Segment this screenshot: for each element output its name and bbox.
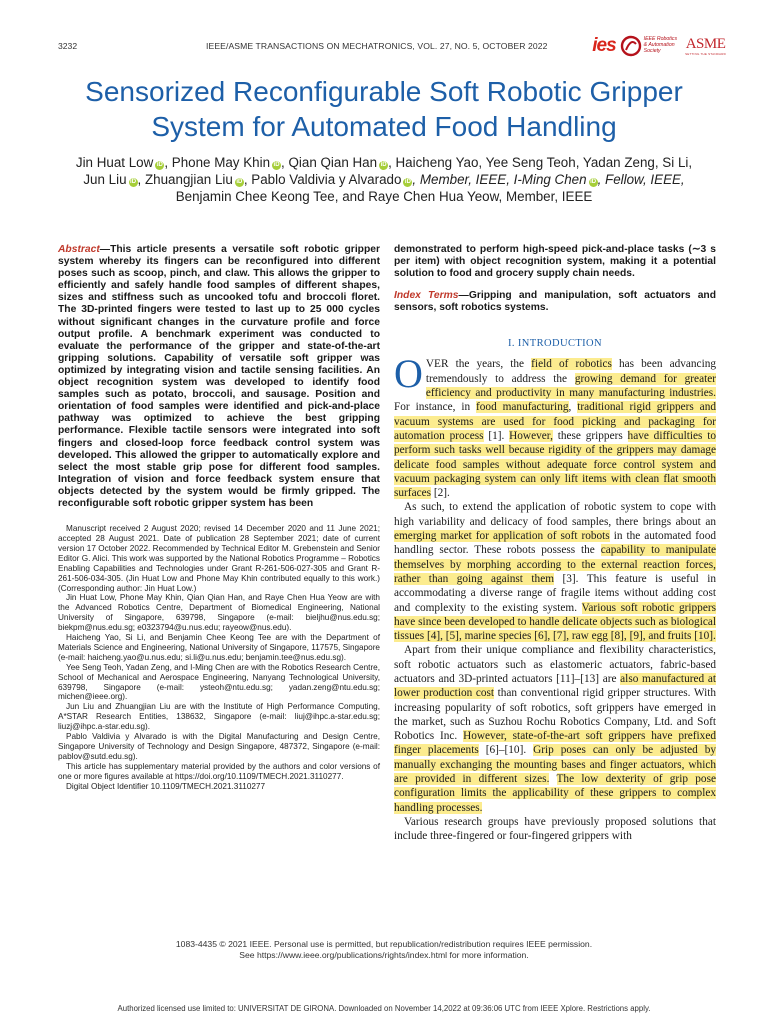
body-text-segment: Apart from their unique compliance and flexibility characteristics, soft robotic actuators such as elastomeric actuators, fabric-based actuators and 3D-printed actuators [11]–[13] are [394, 644, 716, 685]
orcid-icon[interactable]: iD [404, 179, 411, 185]
index-terms: Index Terms—Gripping and manipulation, soft actuators and sensors, soft robotics systems. [394, 290, 717, 314]
highlighted-text: emerging market for application of soft robots [394, 530, 610, 543]
orcid-icon[interactable]: iD [590, 179, 597, 185]
footnote: Manuscript received 2 August 2020; revised 14 December 2020 and 11 June 2021; accepted 28 August 2021. Date of publication 28 September 2021; date of current version 17 October 2022. Recommended by Technical Editor M. Grebenstein and Senior Editor G. Alici. This work was supported by the National Robotics Programme – Robotics Enabling Capabilities and Technologies under Grant R-261-506-027-305 and Grant R-261-506-034-305. (Jin Huat Low and Phone May Khin contributed equally to this work.) (Corresponding author: Jin Huat Low.) [58, 524, 380, 593]
ras-logo-text: IEEE Robotics & Automation Society [643, 36, 678, 54]
page-number: 3232 [58, 41, 78, 51]
author-line-3: Benjamin Chee Keong Tee, and Raye Chen Hua Yeow, Member, IEEE [175, 189, 593, 204]
orcid-icon[interactable]: iD [130, 179, 137, 185]
intro-paragraph-4 [394, 815, 716, 844]
body-text-segment: these grippers [552, 429, 628, 442]
left-column [58, 244, 380, 792]
intro-paragraph-1 [394, 351, 717, 500]
download-notice: Authorized licensed use limited to: UNIVERSITAT DE GIRONA. Downloaded on November 14,2022 at 09:36:06 UTC from IEEE Xplore. Restrictions apply. [117, 1004, 651, 1013]
footnote: Digital Object Identifier 10.1109/TMECH.2021.3110277 [66, 781, 266, 791]
highlighted-text: traditional rigid grippers and vacuum systems are used for food picking and packaging for automation process [394, 401, 716, 442]
body-text-segment: Various research groups have previously proposed solutions that include three-fingered or four-fingered grippers with [394, 815, 716, 843]
orcid-icon[interactable]: iD [236, 179, 243, 185]
orcid-icon[interactable]: iD [156, 162, 163, 168]
society-logos [592, 33, 726, 59]
drop-cap: O [394, 351, 423, 397]
body-text-segment: [2]. [431, 487, 450, 500]
footnotes [58, 524, 380, 791]
highlighted-text: also manufactured at lower production cost [394, 673, 716, 700]
copyright-notice: 1083-4435 © 2021 IEEE. Personal use is permitted, but republication/redistribution requires IEEE permission. See https://www.ieee.org/publications/rights/index.html for more information. [175, 939, 593, 960]
body-text-segment: [3]. This feature is useful in accommodating a diverse range of fragile items without adding cost and complexity to the existing system. [394, 572, 716, 614]
footnote: Jun Liu and Zhuangjian Liu are with the Institute of High Performance Computing, A*STAR Research Entities, 138632, Singapore (e-mail: liuj@ihpc.a-star.edu.sg; liuzj@ihpc.a-star.edu.sg). [58, 702, 380, 732]
body-text-segment: As such, to extend the application of robotic system to cope with high variability and delicacy of food samples, there brings about an [394, 501, 716, 528]
running-header [58, 35, 726, 57]
body-text-segment: has been advancing tremendously to address the [425, 358, 717, 385]
orcid-icon[interactable]: iD [380, 162, 387, 168]
abstract [58, 244, 380, 510]
paper-title: Sensorized Reconfigurable Soft Robotic Gripper System for Automated Food Handling [85, 76, 683, 142]
highlighted-text: have difficulties to perform such tasks well because rigidity of the grippers may damage delicate food samples without adequate force control system and vacuum packaging system can only lift items with clean flat smooth surfaces [394, 429, 716, 500]
body-text-segment: [6]–[10]. [478, 744, 534, 757]
author-line-1: Jin Huat Low iD , Phone May Khin iD , Qian Qian Han iD , Haicheng Yao, Yee Seng Teoh, Yadan Zeng, Si Li, [75, 155, 693, 170]
body-text-segment: [1]. [483, 429, 510, 442]
footnote: This article has supplementary material provided by the authors and color versions of one or more figures available at https://doi.org/10.1109/TMECH.2021.3110277. [58, 761, 380, 781]
ras-emblem-icon [620, 35, 642, 57]
footnote: Yee Seng Teoh, Yadan Zeng, and I-Ming Chen are with the Robotics Research Centre, School of Mechanical and Aerospace Engineering, Nanyang Technological University, 639798, Singapore (e-mail: ysteoh@ntu.edu.sg; yadan.zeng@ntu.edu.sg; michen@ieee.org). [58, 662, 380, 702]
highlighted-text: capability to manipulate themselves by morphing according to the external reaction forces, rather than going against them [394, 544, 716, 585]
orcid-icon[interactable]: iD [273, 162, 280, 168]
ras-logo [620, 35, 677, 57]
highlighted-text: Various soft robotic grippers have since been developed to handle delicate objects such as biological tissues [4], [5], marine species [6], [7], raw egg [8], [9], and fruits [10]. [394, 601, 716, 643]
highlighted-text: growing demand for greater efficiency and productivity in many manufacturing industries. [425, 372, 716, 400]
abstract-continuation: demonstrated to perform high-speed pick-and-place tasks (∼3 s per item) with object recognition system, making it a potential solution to food and grocery supply chain needs. [394, 244, 716, 280]
intro-paragraph-3 [394, 643, 716, 815]
asme-logo: ASME SETTING THE STANDARD [685, 35, 726, 56]
highlighted-text: The low dexterity of grip pose configuration limits the applicability of these grippers to complex handling processes. [394, 773, 716, 814]
author-line-2: Jun Liu iD , Zhuangjian Liu iD , Pablo Valdivia y Alvarado iD , Member, IEEE, I-Ming Chen iD , Fellow, IEEE, [83, 172, 685, 187]
highlighted-text: food manufacturing [476, 401, 569, 414]
footnote: Haicheng Yao, Si Li, and Benjamin Chee Keong Tee are with the Department of Materials Science and Engineering, National University of Singapore, 117575, Singapore (e-mail: haicheng.yao@u.nus.edu; si.li@u.nus.edu; benjamin.tee@nus.edu.sg). [58, 633, 380, 662]
author-list [40, 154, 728, 205]
footnote: Jin Huat Low, Phone May Khin, Qian Qian Han, and Raye Chen Hua Yeow are with the Advanced Robotics Centre, Department of Biomedical Engineering, National University of Singapore, 639798, Singapore (e-mail: bieljhu@nus.edu.sg; biekpm@nus.edu.sg; e0323794@u.nus.edu; rayeow@nus.edu). [58, 593, 380, 633]
body-text-segment [549, 773, 556, 785]
intro-paragraph-2 [394, 500, 716, 643]
journal-citation: IEEE/ASME TRANSACTIONS ON MECHATRONICS, VOL. 27, NO. 5, OCTOBER 2022 [206, 41, 548, 51]
highlighted-text: However, state-of-the-art soft grippers have prefixed finger placements [394, 730, 716, 757]
footnote: Pablo Valdivia y Alvarado is with the Digital Manufacturing and Design Centre, Singapore University of Technology and Design Singapore, 487372, Singapore (e-mail: pablov@sutd.edu.sg). [58, 732, 380, 761]
abstract-text: —This article presents a versatile soft robotic gripper system whereby its fingers can be reconfigured into different poses such as scoop, pinch, and claw. This allows the gripper to efficiently and safely handle food samples of different shapes, sizes and stiffness such as uncooked tofu and broccoli floret. The 3D-printed fingers were tested to last up to 25 000 cycles without significant changes in the curvature profile and force output profile. A benchmark experiment was conducted to evaluate the performance of the gripper and state-of-the-art gripping solutions. Capability of versatile soft gripper was optimized by integrating vision and tactile sensing facilities. An object recognition system was developed to identify food samples such as potato, broccoli, and sausage. Position and orientation of food samples were identified and pick-and-place pathway was optimized to achieve the best gripping performance. Flexible tactile sensors were integrated into soft fingers and closed-loop force feedback control system was developed. This allowed the gripper to automatically explore and select the most stable grip pose for different food samples. Integration of vision and force feedback system ensure that objects detected by the system would be firmly gripped. The reconfigurable soft robotic gripper system has been [58, 244, 380, 509]
highlighted-text: However, [509, 429, 553, 442]
right-column [394, 244, 716, 844]
body-text-segment: For instance, in [394, 401, 477, 414]
body-text-segment: VER the years, the [425, 358, 532, 371]
section-heading: I. INTRODUCTION [507, 338, 603, 350]
body-text-segment: than conventional rigid gripper structures. With increasing popularity of soft robotics, soft grippers have emerged in the market, such as Suzhou Rochu Robotics Company, Ltd. and Soft Robotics Inc. [394, 687, 716, 743]
highlighted-text: Grip poses can only be adjusted by manually exchanging the mounting bases and finger actuators, which are provided in different sizes. [394, 744, 716, 786]
body-text-segment: , [568, 401, 578, 414]
highlighted-text: field of robotics [531, 358, 612, 371]
index-terms-label: Index Terms [394, 290, 459, 302]
ies-logo: ies [592, 35, 616, 56]
abstract-label: Abstract [58, 244, 100, 255]
body-text-segment: in the automated food handling sector. These robots possess the [394, 530, 716, 557]
